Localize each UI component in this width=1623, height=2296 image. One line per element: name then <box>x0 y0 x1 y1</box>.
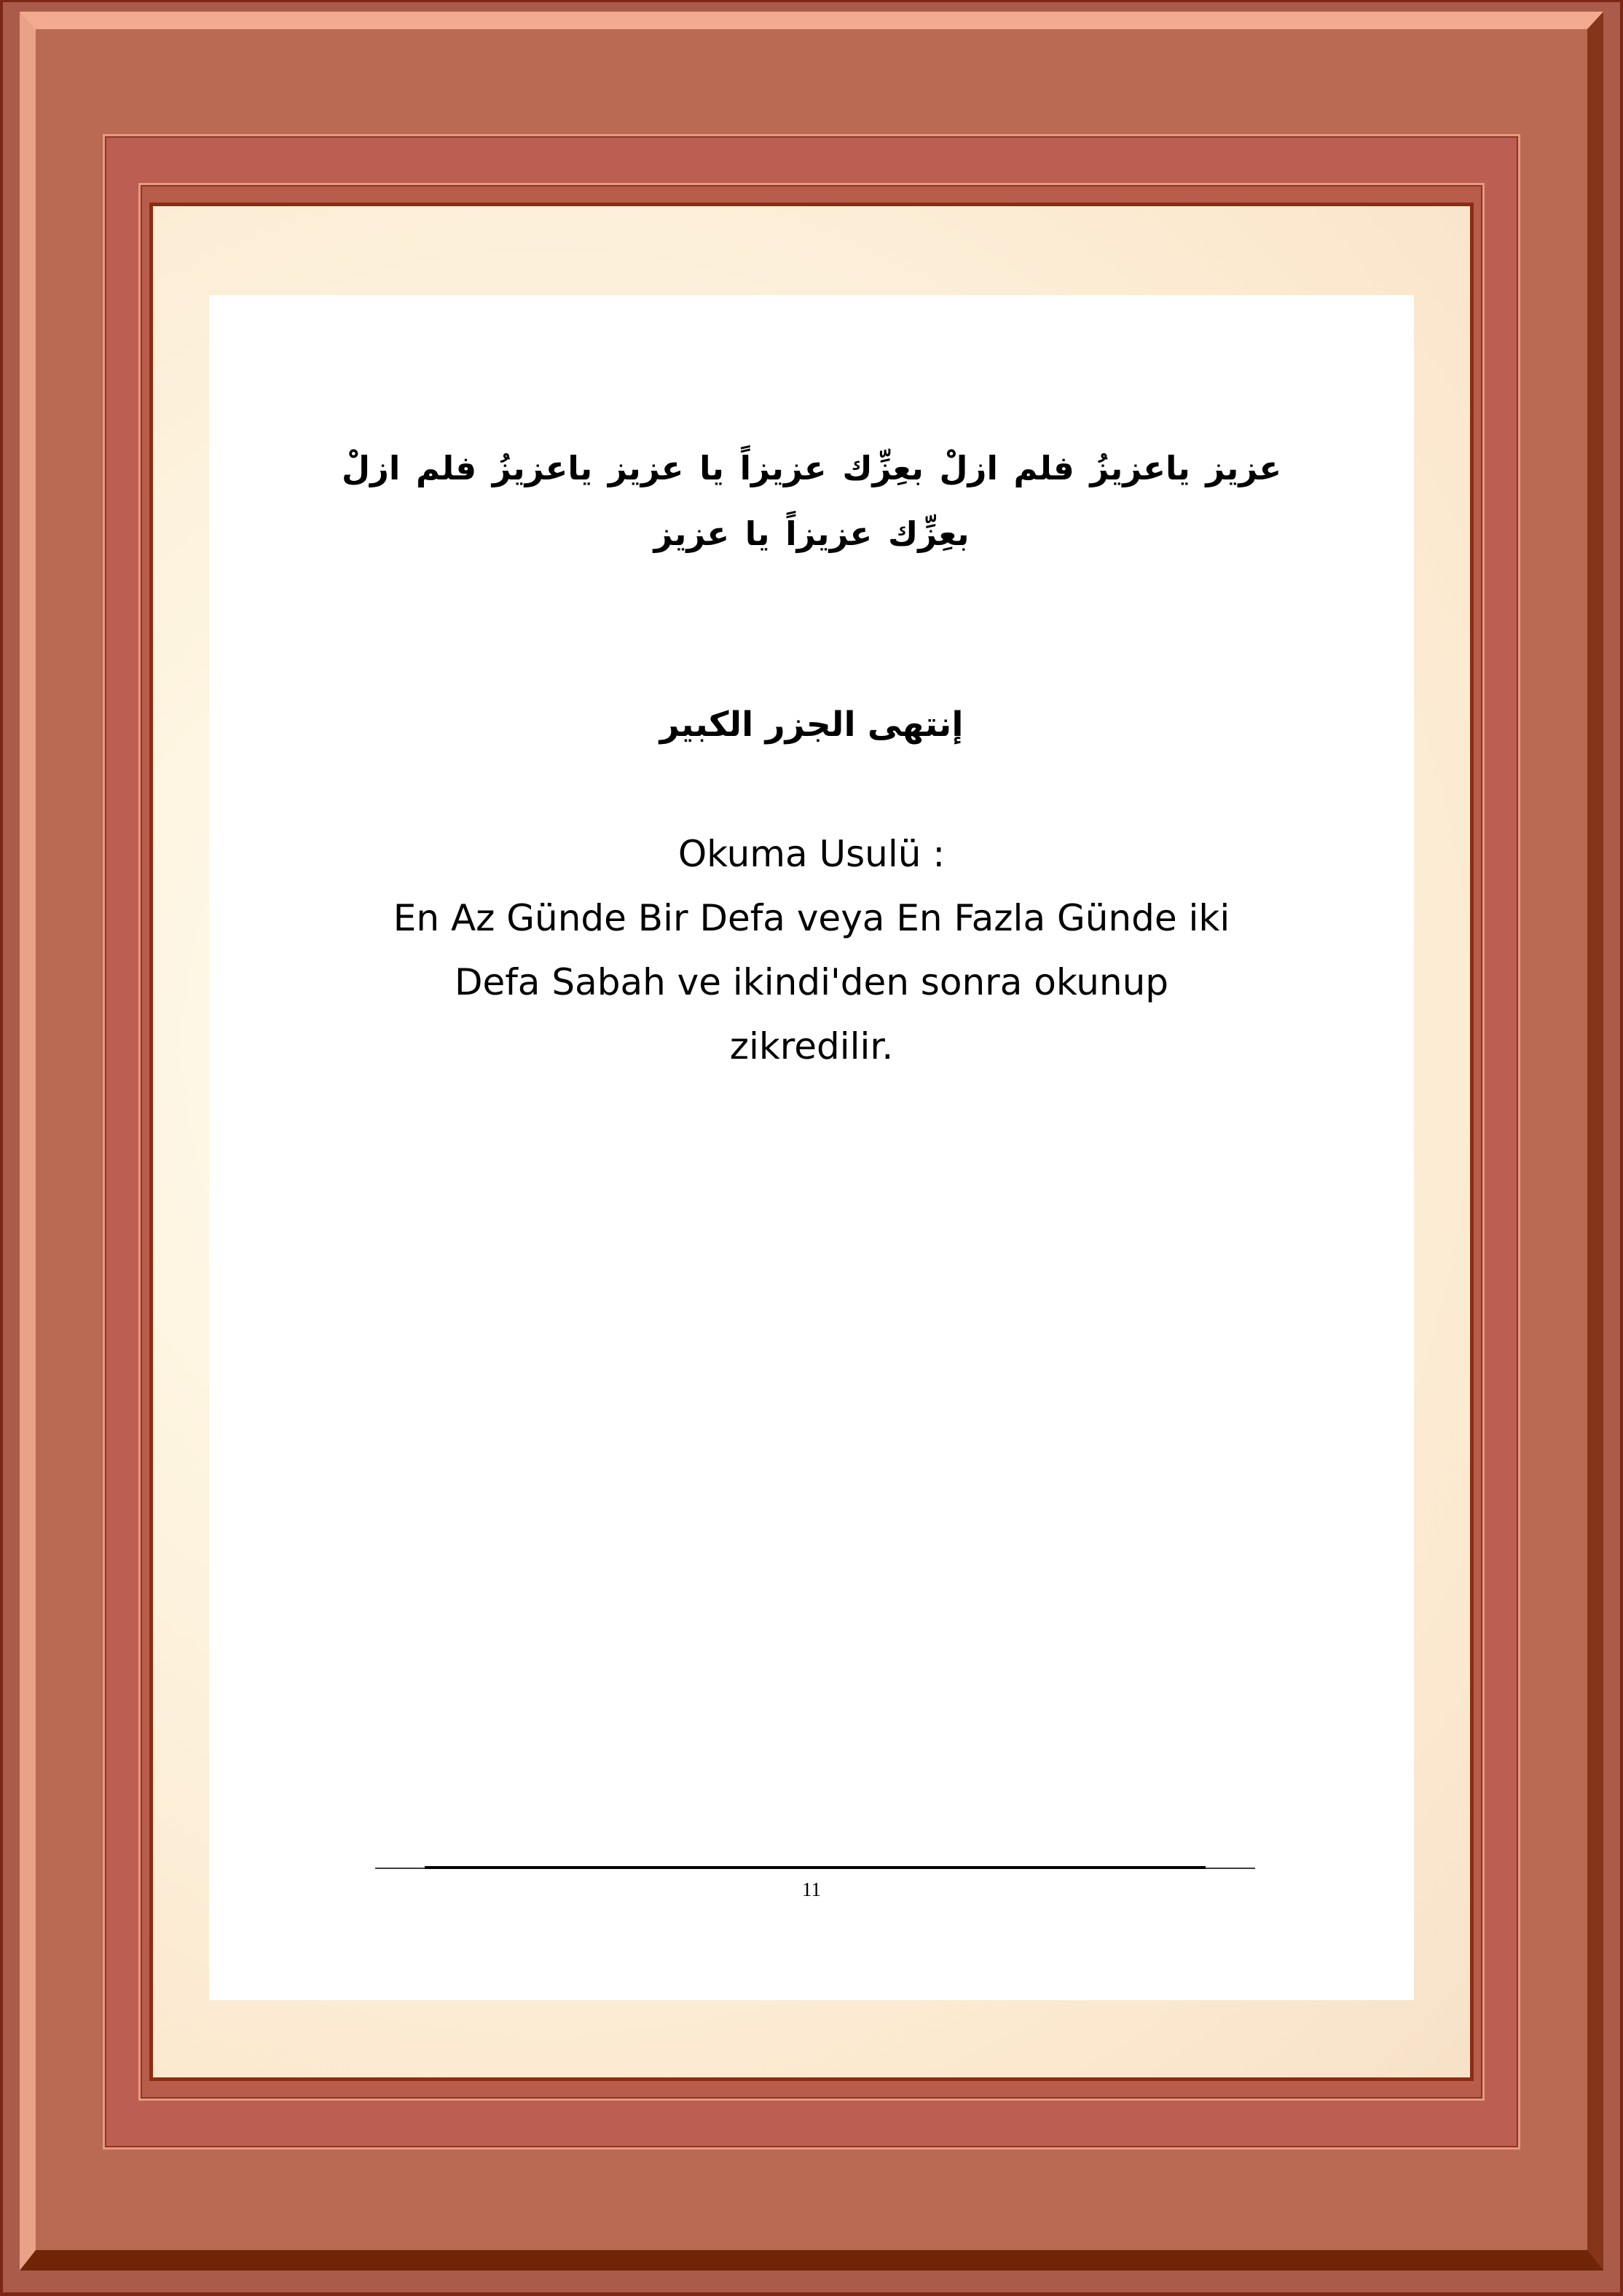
arabic-dhikr-line-2: بعِزِّك عزيزاً يا عزيز <box>653 514 970 553</box>
instruction-line-2: Defa Sabah ve ikindi'den sonra okunup <box>454 961 1169 1003</box>
frame-inner-trim <box>142 187 1481 2097</box>
arabic-dhikr-line-1: عزيز ياعزيزُ فلم ازلْ بعِزِّك عزيزاً يا عزيز ياعزيزُ فلم ازلْ <box>341 449 1282 487</box>
reading-method-heading: Okuma Usulü : <box>677 833 946 875</box>
frame-groove-outer-light <box>103 134 1520 2150</box>
frame-inner-band <box>106 138 1517 2146</box>
footer-rule-thick <box>425 1866 1206 1869</box>
frame-inner-edge <box>149 203 1474 2081</box>
frame-outer-band <box>3 2 1620 2292</box>
instruction-line-1: En Az Günde Bir Defa veya En Fazla Günde iki <box>393 897 1230 939</box>
frame-groove-inner-light <box>138 183 1485 2101</box>
arabic-closing-line: إنتهى الجزر الكبير <box>659 705 964 745</box>
page-number: 11 <box>802 1878 821 1900</box>
document-page <box>209 295 1414 2000</box>
mat-board <box>153 206 1470 2077</box>
frame-bevel <box>20 12 1603 2270</box>
arabic-dhikr-block <box>253 436 1370 567</box>
frame-face <box>36 29 1587 2250</box>
turkish-instructions-block <box>209 822 1414 1078</box>
frame-groove-outer-dark <box>105 136 1518 2147</box>
frame-groove-inner-dark <box>141 185 1482 2099</box>
instruction-line-3: zikredilir. <box>729 1025 894 1067</box>
